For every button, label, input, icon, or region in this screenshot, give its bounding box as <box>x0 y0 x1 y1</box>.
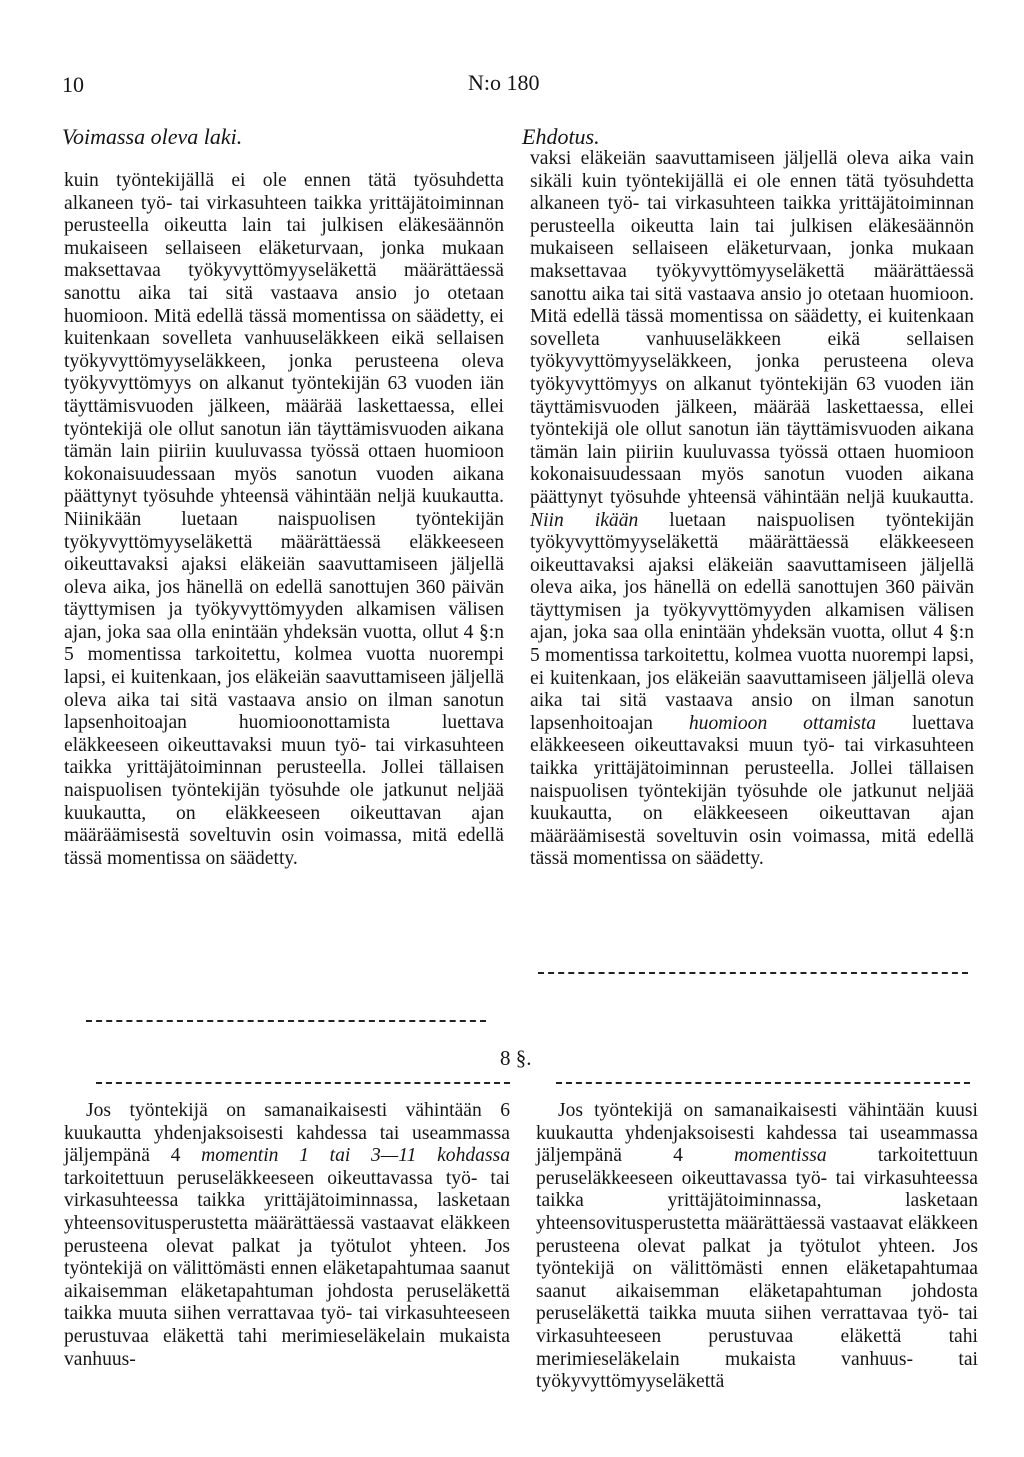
proposal-section-7-part-3: luettava eläkkeeseen oikeuttavaksi muun työ- tai virkasuhteen taikka yrittäjätoiminnan perusteella. Jollei tällaisen naispuolisen työntekijän työsuhde ole jatkunut neljää kuukautta, on eläkkeeseen oikeuttavan ajan määräämisestä soveltuvin osin voimassa, mitä edellä tässä momentissa on säädetty. <box>530 712 975 870</box>
current-law-section-8-emphasis: momentin 1 tai 3—11 kohdassa <box>201 1145 511 1167</box>
section-8-heading: 8 §. <box>500 1046 532 1070</box>
right-column-heading: Ehdotus. <box>522 124 600 149</box>
proposal-section-8-emphasis: momentissa <box>734 1145 827 1167</box>
proposal-section-7-emphasis-2: huomioon ottamista <box>688 712 877 734</box>
current-law-section-7-paragraph: kuin työntekijällä ei ole ennen tätä työsuhdetta alkaneen työ- tai virkasuhteen taikka yrittäjätoiminnan perusteella oikeutta lain tai julkisen eläkesäännön mukaiseen sellaiseen eläketurvaan, jonka mukaan maksettavaa työkyvyttömyyseläkettä määrättäessä sanottu aika tai sitä vastaava ansio jo otetaan huomioon. Mitä edellä tässä momentissa on säädetty, ei kuitenkaan sovelleta vanhuuseläkkeen eikä sellaisen työkyvyttömyyseläkkeen, jonka perusteena oleva työkyvyttömyys on alkanut työntekijän 63 vuoden iän täyttämisvuoden jälkeen, määrää laskettaessa, ellei työntekijä ole ollut sanotun iän täyttämisvuoden aikana tämän lain piiriin kuuluvassa työssä ottaen huomioon kokonaisuudessaan myös sanotun vuoden aikana päättynyt työsuhde yhteensä vähintään neljä kuukautta. Niinikään luetaan naispuolisen työntekijän työkyvyttömyyseläkettä määrättäessä eläkkeeseen oikeuttavaksi ajaksi eläkeiän saavuttamiseen jäljellä oleva aika, jos hänellä on edellä sanottujen 360 päivän täyttymisen ja työkyvyttömyyden alkamisen välisen ajan, joka saa olla enintään yhdeksän vuotta, ollut 4 §:n 5 momentissa tarkoitettu, kolmea vuotta nuorempi lapsi, ei kuitenkaan, jos eläkeiän saavuttamiseen jäljellä oleva aika tai sitä vastaava ansio on ilman sanotun lapsenhoitoajan huomioonottamista luettava eläkkeeseen oikeuttavaksi muun työ- tai virkasuhteen taikka yrittäjätoiminnan perusteella. Jollei tällaisen naispuolisen työntekijän työsuhde ole jatkunut neljää kuukautta, on eläkkeeseen oikeuttavan ajan määräämisestä soveltuvin osin voimassa, mitä edellä tässä momentissa on säädetty. <box>64 170 504 869</box>
proposal-section-8-text <box>536 1100 978 1394</box>
proposal-section-7-emphasis-1: Niin ikään <box>530 509 639 531</box>
proposal-section-8-part-1: Jos työntekijä on samanaikaisesti vähintään kuusi kuukautta yhdenjaksoisesti kahdessa tai useammassa jäljempänä 4 <box>536 1100 978 1167</box>
omission-dash-line-right-lower <box>556 1082 970 1084</box>
document-number: N:o 180 <box>468 70 540 95</box>
proposal-section-7-part-2: luetaan naispuolisen työntekijän työkyvyttömyyseläkettä määrättäessä eläkkeeseen oikeuttavaksi ajaksi eläkeiän saavuttamiseen jäljellä oleva aika, jos hänellä on edellä sanottujen 360 päivän täyttymisen ja työkyvyttömyyden alkamisen välisen ajan, joka saa olla enintään yhdeksän vuotta, ollut 4 §:n 5 momentissa tarkoitettu, kolmea vuotta nuorempi lapsi, ei kuitenkaan, jos eläkeiän saavuttamiseen jäljellä oleva aika tai sitä vastaava ansio on ilman sanotun lapsenhoitoajan <box>530 509 974 734</box>
proposal-section-7-text <box>530 148 974 871</box>
omission-dash-line-left-lower <box>96 1082 510 1084</box>
current-law-section-8-part-1: Jos työntekijä on samanaikaisesti vähintään 6 kuukautta yhdenjaksoisesti kahdessa tai useammassa jäljempänä 4 <box>64 1100 510 1167</box>
proposal-section-8-paragraph <box>536 1100 978 1394</box>
page-number: 10 <box>62 72 84 97</box>
proposal-section-7-paragraph <box>530 148 974 871</box>
current-law-section-7-text <box>64 170 504 870</box>
proposal-section-7-part-1: vaksi eläkeiän saavuttamiseen jäljellä oleva aika vain sikäli kuin työntekijällä ei ole ennen tätä työsuhdetta alkaneen työ- tai virkasuhteen taikka yrittäjätoiminnan perusteella oikeutta lain tai julkisen eläkesäännön mukaiseen sellaiseen eläketurvaan, jonka mukaan maksettavaa työkyvyttömyyseläkettä määrättäessä sanottu aika tai sitä vastaava ansio jo otetaan huomioon. Mitä edellä tässä momentissa on säädetty, ei kuitenkaan sovelleta vanhuuseläkkeen eikä sellaisen työkyvyttömyyseläkkeen, jonka perusteena oleva työkyvyttömyys on alkanut työntekijän 63 vuoden iän täyttämisvuoden jälkeen, määrää laskettaessa, ellei työntekijä ole ollut sanotun iän täyttämisvuoden aikana tämän lain piiriin kuuluvassa työssä ottaen huomioon kokonaisuudessaan myös sanotun vuoden aikana päättynyt työsuhde yhteensä vähintään neljä kuukautta. <box>530 148 974 508</box>
current-law-section-8-paragraph <box>64 1100 510 1371</box>
current-law-section-8-text <box>64 1100 510 1371</box>
left-column-heading: Voimassa oleva laki. <box>62 124 243 149</box>
proposal-section-8-part-2: tarkoitettuun peruseläkkeeseen oikeuttavassa työ- tai virkasuhteessa taikka yrittäjätoiminnassa, lasketaan yhteensovitusperustetta määrättäessä vastaavat eläkkeen perusteena olevat palkat ja työtulot yhteen. Jos työntekijä on välittömästi ennen eläketapahtumaa saanut aikaisemman eläketapahtuman johdosta peruseläkettä taikka muuta siihen verrattavaa työ- tai virkasuhteeseen perustuvaa eläkettä tahi merimieseläkelain mukaista vanhuus- tai työkyvyttömyyseläkettä <box>536 1145 978 1393</box>
omission-dash-line-right-upper <box>538 972 968 974</box>
current-law-section-8-part-2: tarkoitettuun peruseläkkeeseen oikeuttavassa työ- tai virkasuhteessa taikka yrittäjätoiminnassa, lasketaan yhteensovitusperustetta määrättäessä vastaavat eläkkeen perusteena olevat palkat ja työtulot yhteen. Jos työntekijä on välittömästi ennen eläketapahtumaa saanut aikaisemman eläketapahtuman johdosta peruseläkettä taikka muuta siihen verrattavaa työ- tai virkasuhteeseen perustuvaa eläkettä tahi merimieseläkelain mukaista vanhuus- <box>64 1167 510 1370</box>
omission-dash-line-left-upper <box>86 1020 486 1022</box>
